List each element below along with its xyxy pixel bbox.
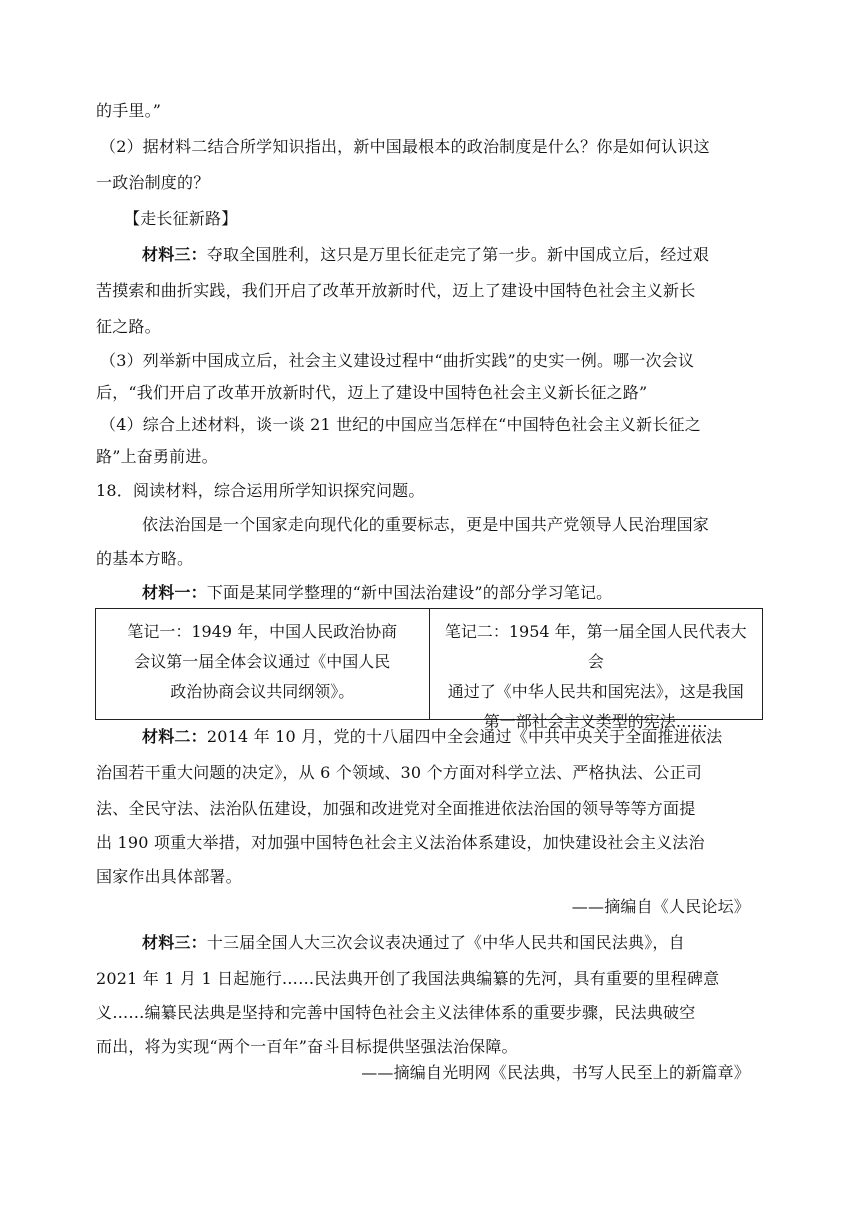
material-text: 下面是某同学整理的“新中国法治建设”的部分学习笔记。 (206, 583, 613, 602)
question-2-line-1: （2）据材料二结合所学知识指出，新中国最根本的政治制度是什么？你是如何认识这 (100, 137, 710, 156)
source-citation: ——摘编自光明网《民法典，书写人民至上的新篇章》 (361, 1063, 750, 1082)
notes-table (95, 608, 763, 731)
question-4-line-2: 路”上奋勇前进。 (96, 447, 218, 466)
material-2-line-3: 法、全民守法、法治队伍建设，加强和改进党对全面推进依法治国的领导等等方面提 (96, 799, 696, 818)
question-3-line-2: 后，“我们开启了改革开放新时代，迈上了建设中国特色社会主义新长征之路” (96, 383, 648, 402)
note-1-line-1: 笔记一：1949 年，中国人民政治协商 (127, 622, 398, 641)
note-2-line-1: 笔记二：1954 年，第一届全国人民代表大会 (444, 622, 747, 671)
note-2-cell (429, 609, 763, 731)
source-citation: ——摘编自《人民论坛》 (571, 897, 750, 916)
material-3b-line-3: 义……编纂民法典是坚持和完善中国特色社会主义法律体系的重要步骤，民法典破空 (96, 1003, 696, 1022)
section-heading: 【走长征新路】 (124, 209, 238, 228)
note-1-line-2: 会议第一届全体会议通过《中国人民 (134, 652, 391, 671)
material-3-line-2: 苦摸索和曲折实践，我们开启了改革开放新时代，迈上了建设中国特色社会主义新长 (96, 281, 696, 300)
material-3b-line-2: 2021 年 1 月 1 日起施行……民法典开创了我国法典编纂的先河，具有重要的里程碑意 (96, 969, 720, 988)
material-label: 材料三： (142, 245, 207, 264)
material-2-line-4: 出 190 项重大举措，对加强中国特色社会主义法治体系建设，加快建设社会主义法治 (96, 833, 705, 852)
note-1-line-3: 政治协商会议共同纲领》。 (170, 682, 355, 701)
material-label: 材料二： (142, 727, 207, 746)
note-1-cell (96, 609, 429, 719)
material-2-line-1 (142, 724, 722, 750)
material-3b-line-1 (142, 930, 685, 956)
note-2-line-3: 第一部社会主义类型的宪法…… (483, 712, 708, 731)
material-text: 夺取全国胜利，这只是万里长征走完了第一步。新中国成立后，经过艰 (206, 245, 710, 264)
material-label: 材料一： (142, 583, 207, 602)
question-3-line-1: （3）列举新中国成立后，社会主义建设过程中“曲折实践”的史实一例。哪一次会议 (100, 351, 695, 370)
material-2-line-5: 国家作出具体部署。 (96, 867, 242, 886)
text-line: 的手里。” (96, 101, 162, 120)
material-3-line-1 (142, 242, 709, 268)
material-label: 材料三： (142, 933, 207, 952)
note-2-line-2: 通过了《中华人民共和国宪法》，这是我国 (447, 682, 744, 701)
material-3-line-3: 征之路。 (96, 317, 161, 336)
intro-line-1: 依法治国是一个国家走向现代化的重要标志，更是中国共产党领导人民治理国家 (142, 515, 710, 534)
intro-line-2: 的基本方略。 (96, 549, 194, 568)
material-3b-line-4: 而出，将为实现“两个一百年”奋斗目标提供坚强法治保障。 (96, 1037, 518, 1056)
material-text: 2014 年 10 月，党的十八届四中全会通过《中共中央关于全面推进依法 (206, 727, 723, 746)
question-2-line-2: 一政治制度的？ (96, 173, 210, 192)
question-4-line-1: （4）综合上述材料，谈一谈 21 世纪的中国应当怎样在“中国特色社会主义新长征之 (100, 415, 701, 434)
material-1-line (142, 580, 612, 606)
question-18-title: 18．阅读材料，综合运用所学知识探究问题。 (96, 481, 425, 500)
material-text: 十三届全国人大三次会议表决通过了《中华人民共和国民法典》，自 (206, 933, 685, 952)
material-2-line-2: 治国若干重大问题的决定》，从 6 个领域、30 个方面对科学立法、严格执法、公正司 (96, 763, 702, 782)
